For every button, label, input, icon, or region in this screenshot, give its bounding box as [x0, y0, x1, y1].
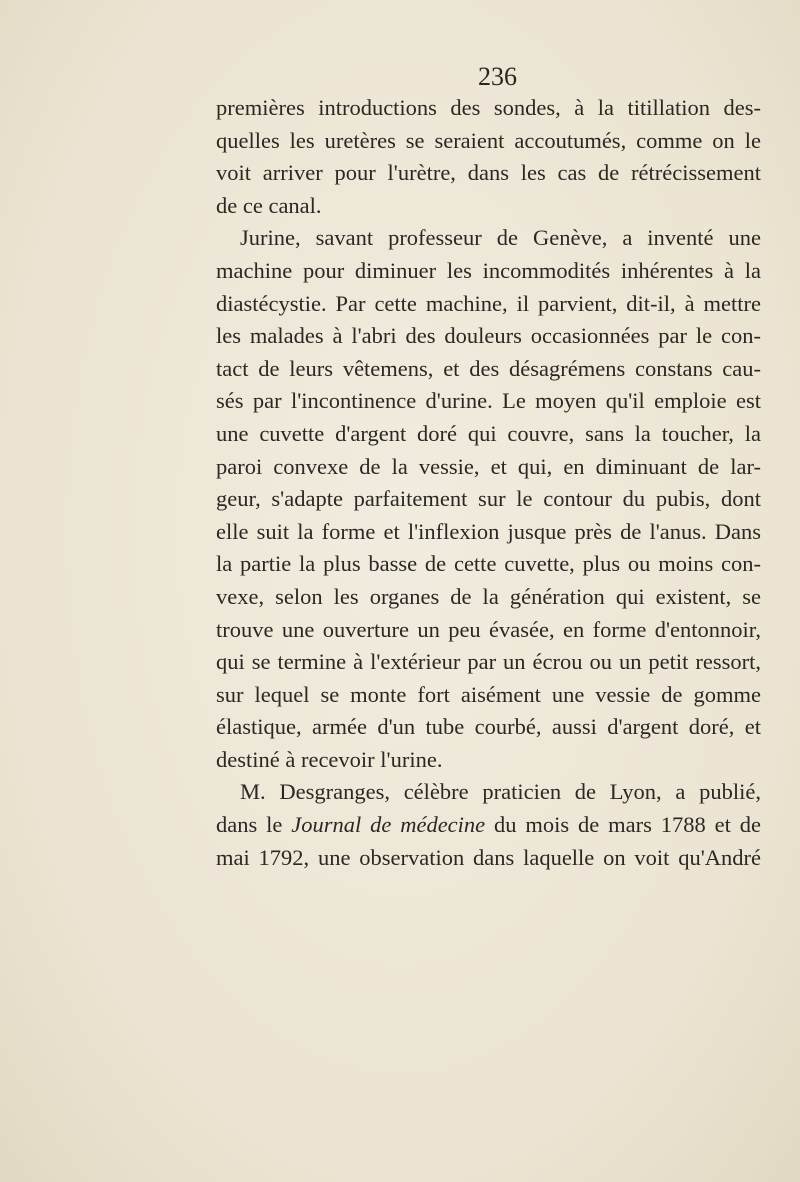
text-line-15: la partie la plus basse de cette cuvette, plus ou moins con- [216, 551, 761, 577]
text-line-4: de ce canal. [216, 192, 322, 218]
text-line-1: premières introductions des sondes, à la titillation des- [216, 95, 761, 120]
text-line-22: M. Desgranges, célèbre praticien de Lyon, a publié, [240, 779, 761, 805]
journal-title: Journal de médecine [291, 812, 486, 838]
page-number: 236 [478, 62, 517, 91]
text-line-6: machine pour diminuer les incommodités inhérentes à la [216, 257, 761, 283]
text-line-3: voit arriver pour l'urètre, dans les cas de rétrécissement [216, 160, 761, 186]
text-line-20: élastique, armée d'un tube courbé, aussi d'argent doré, et [216, 714, 761, 740]
text-line-5: Jurine, savant professeur de Genève, a inventé une [240, 225, 761, 251]
text-line-14: elle suit la forme et l'inflexion jusque près de l'anus. Dans [216, 518, 761, 544]
text-line-9: tact de leurs vêtemens, et des désagrémens constans cau- [216, 355, 761, 381]
text-line-23 [216, 809, 761, 842]
text-line-17: trouve une ouverture un peu évasée, en forme d'entonnoir, [216, 616, 761, 642]
text-line-2: quelles les uretères se seraient accoutumés, comme on le [216, 127, 761, 153]
text-line-8: les malades à l'abri des douleurs occasionnées par le con- [216, 323, 761, 349]
text-line-18: qui se termine à l'extérieur par un écrou ou un petit ressort, [216, 649, 761, 675]
text-line-11: une cuvette d'argent doré qui couvre, sans la toucher, la [216, 420, 761, 446]
body-text [216, 92, 761, 874]
text-line-16: vexe, selon les organes de la génération qui existent, se [216, 583, 761, 609]
text-line-23-before: dans le [216, 812, 292, 838]
text-line-21: destiné à recevoir l'urine. [216, 746, 443, 772]
text-line-23-after: du mois de mars 1788 et de [485, 812, 761, 838]
text-line-12: paroi convexe de la vessie, et qui, en diminuant de lar- [216, 453, 761, 479]
text-line-19: sur lequel se monte fort aisément une vessie de gomme [216, 681, 761, 707]
text-line-7: diastécystie. Par cette machine, il parvient, dit-il, à mettre [216, 290, 761, 316]
text-line-24: mai 1792, une observation dans laquelle on voit qu'André [216, 844, 761, 870]
text-line-13: geur, s'adapte parfaitement sur le contour du pubis, dont [216, 486, 761, 512]
text-line-10: sés par l'incontinence d'urine. Le moyen qu'il emploie est [216, 388, 761, 414]
